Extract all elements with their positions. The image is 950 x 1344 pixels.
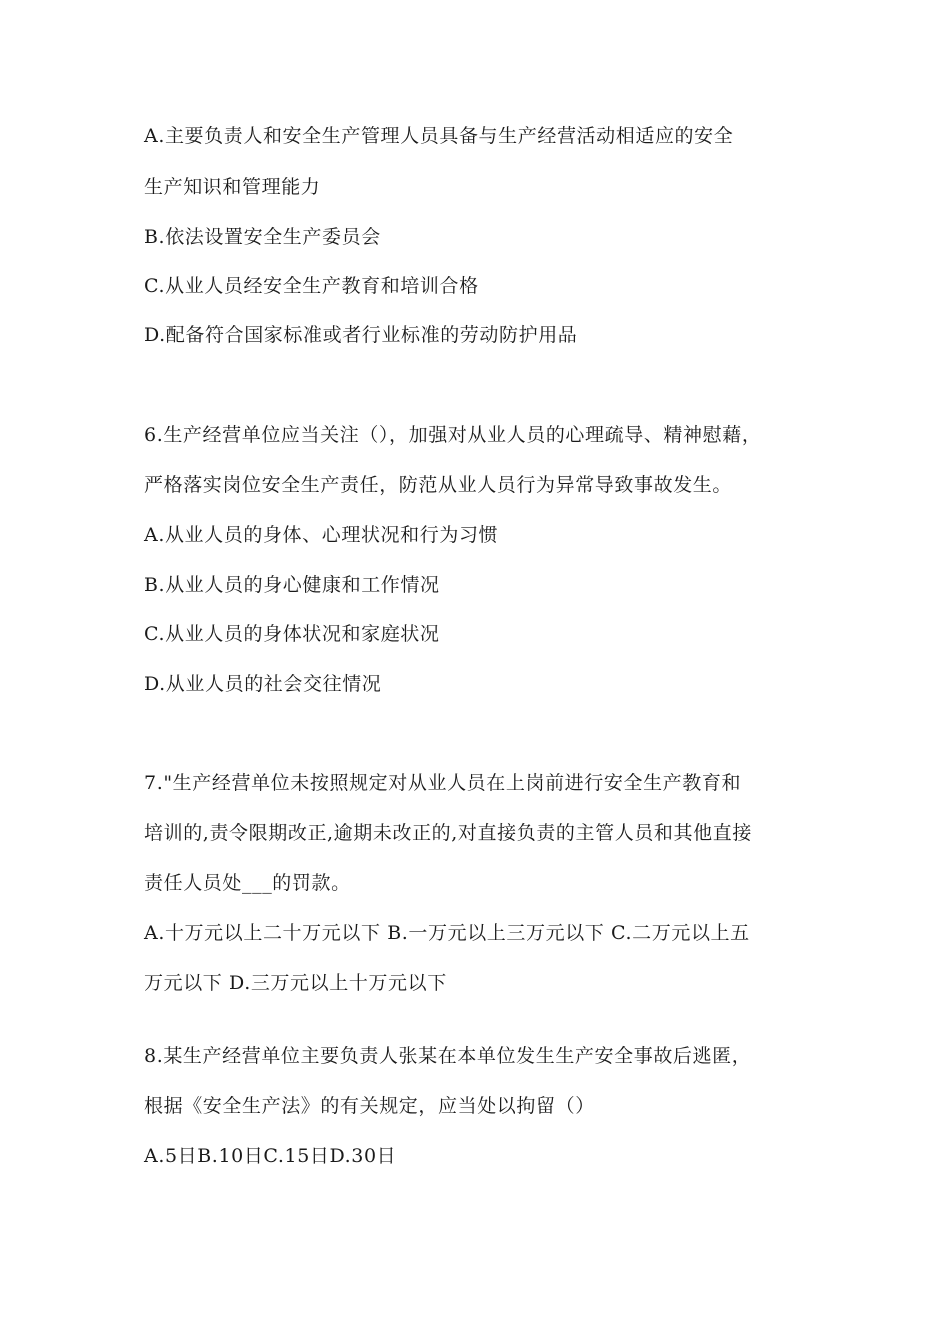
q5-option-d: D.配备符合国家标准或者行业标准的劳动防护用品 [144, 324, 578, 346]
q5-option-a-line1: A.主要负责人和安全生产管理人员具备与生产经营活动相适应的安全 [144, 125, 734, 147]
q5-option-c: C.从业人员经安全生产教育和培训合格 [144, 275, 479, 297]
q7-stem-line1: 7."生产经营单位未按照规定对从业人员在上岗前进行安全生产教育和 [144, 772, 742, 794]
q6-option-c: C.从业人员的身体状况和家庭状况 [144, 623, 440, 645]
q8-stem-line1: 8.某生产经营单位主要负责人张某在本单位发生生产安全事故后逃匿， [144, 1045, 752, 1067]
q7-stem-line2: 培训的,责令限期改正,逾期未改正的,对直接负责的主管人员和其他直接 [144, 822, 752, 844]
q5-option-a-line2: 生产知识和管理能力 [144, 176, 321, 198]
q6-stem-line2: 严格落实岗位安全生产责任，防范从业人员行为异常导致事故发生。 [144, 474, 733, 496]
q6-stem-line1: 6.生产经营单位应当关注（），加强对从业人员的心理疏导、精神慰藉， [144, 424, 762, 446]
q6-option-a: A.从业人员的身体、心理状况和行为习惯 [144, 524, 499, 546]
q8-stem-line2: 根据《安全生产法》的有关规定，应当处以拘留（） [144, 1095, 595, 1117]
q8-options: A.5日B.10日C.15日D.30日 [144, 1145, 397, 1167]
q6-option-d: D.从业人员的社会交往情况 [144, 673, 382, 695]
q7-options-line1: A.十万元以上二十万元以下 B.一万元以上三万元以下 C.二万元以上五 [144, 922, 750, 944]
q5-option-b: B.依法设置安全生产委员会 [144, 226, 381, 248]
q6-option-b: B.从业人员的身心健康和工作情况 [144, 574, 440, 596]
q7-stem-line3: 责任人员处___的罚款。 [144, 872, 351, 894]
q7-options-line2: 万元以下 D.三万元以上十万元以下 [144, 972, 447, 994]
